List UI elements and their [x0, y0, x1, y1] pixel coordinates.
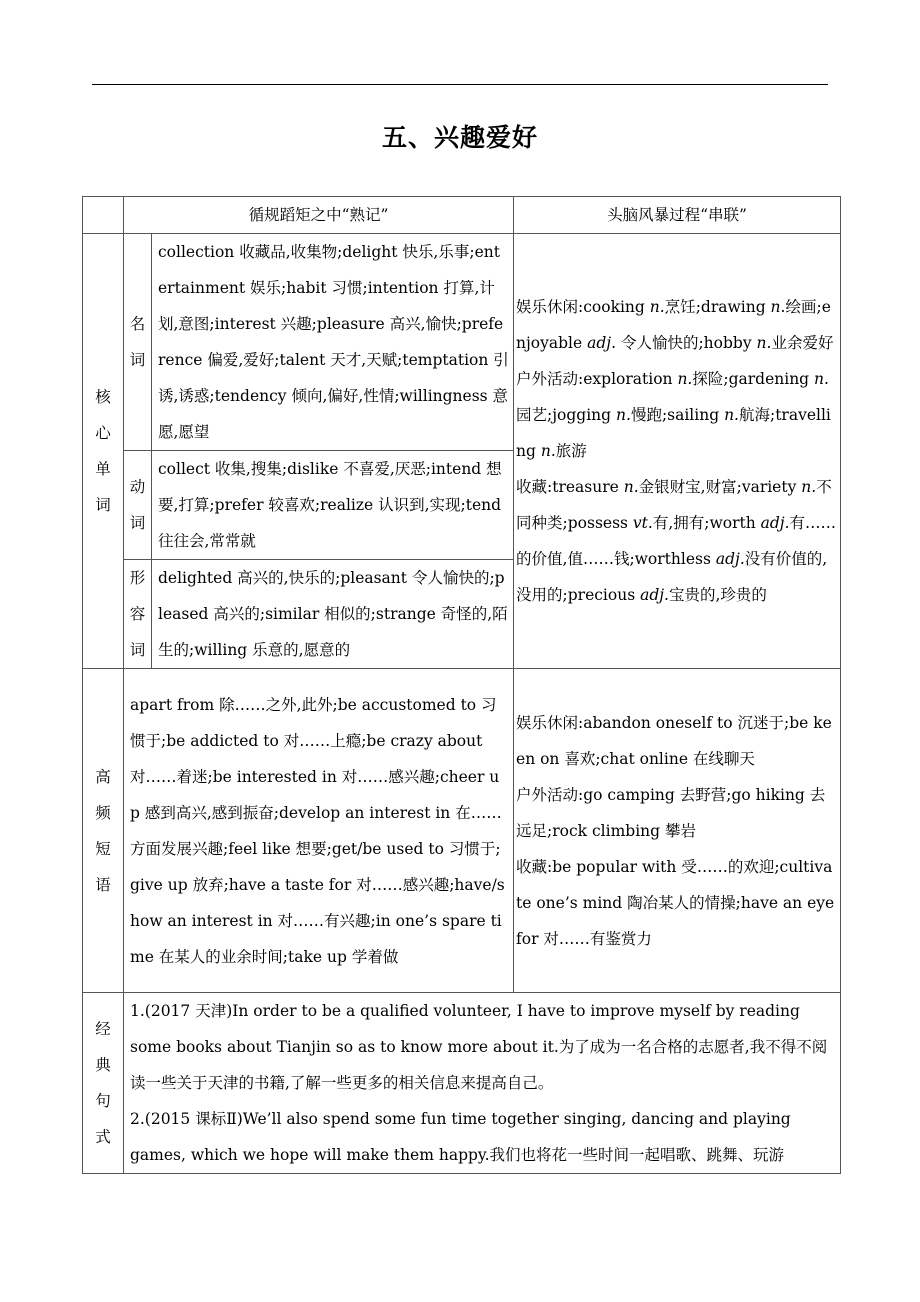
section-sentences: 经 典 句 式 [83, 993, 124, 1174]
word-brainstorm: 娱乐休闲:cooking n.烹饪;drawing n.绘画;enjoyable adj. 令人愉快的;hobby n.业余爱好 户外活动:exploration n.探险;gardening n.园艺;jogging n.慢跑;sailing n.航海;travelling n.旅游 收藏:treasure n.金银财宝,财富;variety n.不同种类;possess vt.有,拥有;worth adj.有……的价值,值……钱;worthless adj.没有价值的,没用的;precious adj.宝贵的,珍贵的 [514, 234, 841, 669]
verb-list: collect 收集,搜集;dislike 不喜爱,厌恶;intend 想要,打算;prefer 较喜欢;realize 认识到,实现;tend 往往会,常常就 [152, 451, 514, 560]
phrase-list: apart from 除……之外,此外;be accustomed to 习惯于;be addicted to 对……上瘾;be crazy about 对……着迷;be interested in 对……感兴趣;cheer up 感到高兴,感到振奋;develop an interest in 在……方面发展兴趣;feel like 想要;get/be used to 习惯于;give up 放弃;have a taste for 对……感兴趣;have/show an interest in 对……有兴趣;in one’s spare time 在某人的业余时间;take up 学着做 [124, 669, 514, 993]
header-brainstorm: 头脑风暴过程“串联” [514, 197, 841, 234]
header-corner [83, 197, 124, 234]
adj-list: delighted 高兴的,快乐的;pleasant 令人愉快的;pleased 高兴的;similar 相似的;strange 奇怪的,陌生的;willing 乐意的,愿意的 [152, 560, 514, 669]
sentence-1: 1.(2017 天津)In order to be a qualified volunteer, I have to improve myself by reading some books about Tianjin so as to know more about it.为了成为一名合格的志愿者,我不得不阅读一些关于天津的书籍,了解一些更多的相关信息来提高自己。 [130, 1002, 828, 1092]
section-phrases: 高 频 短 语 [83, 669, 124, 993]
sub-label-adj: 形 容 词 [124, 560, 152, 669]
noun-list: collection 收藏品,收集物;delight 快乐,乐事;entertainment 娱乐;habit 习惯;intention 打算,计划,意图;interest 兴趣;pleasure 高兴,愉快;preference 偏爱,爱好;talent 天才,天赋;temptation 引诱,诱惑;tendency 倾向,偏好,性情;willingness 意愿,愿望 [152, 234, 514, 451]
sentence-list [124, 993, 841, 1174]
sentence-2: 2.(2015 课标Ⅱ)We’ll also spend some fun time together singing, dancing and playing games, which we hope will make them happy.我们也将花一些时间一起唱歌、跳舞、玩游 [130, 1110, 791, 1164]
header-memorize: 循规蹈矩之中“熟记” [124, 197, 514, 234]
sub-label-noun: 名 词 [124, 234, 152, 451]
phrase-brainstorm: 娱乐休闲:abandon oneself to 沉迷于;be keen on 喜欢;chat online 在线聊天 户外活动:go camping 去野营;go hiking 去远足;rock climbing 攀岩 收藏:be popular with 受……的欢迎;cultivate one’s mind 陶冶某人的情操;have an eye for 对……有鉴赏力 [514, 669, 841, 993]
header-rule [92, 84, 828, 85]
vocab-table [82, 196, 841, 1174]
section-core-words: 核 心 单 词 [83, 234, 124, 669]
sub-label-verb: 动 词 [124, 451, 152, 560]
page-title: 五、兴趣爱好 [381, 123, 538, 152]
